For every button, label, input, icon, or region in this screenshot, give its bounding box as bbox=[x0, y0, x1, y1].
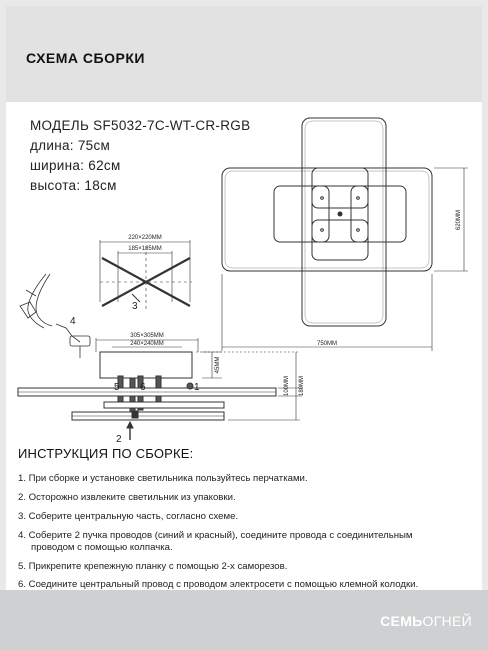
top-view-right-small bbox=[351, 186, 406, 242]
dim-220: 220×220ММ bbox=[128, 235, 162, 241]
top-view-top-small bbox=[312, 168, 368, 208]
dim-620: 620ММ bbox=[456, 209, 462, 231]
step-4: 4. Соберите 2 пучка проводов (синий и красный), соедините провода с соединительным проводом с помощью колпачка. bbox=[18, 530, 418, 554]
dim-100: 100ММ bbox=[284, 375, 290, 397]
page bbox=[6, 6, 482, 636]
dim-45: 45ММ bbox=[215, 356, 221, 374]
step-4-continuation: проводом с помощью колпачка. bbox=[31, 541, 173, 553]
top-view-bottom-small bbox=[312, 220, 368, 260]
dim-305: 305×305ММ bbox=[130, 333, 164, 339]
spec-length: длина: 75см bbox=[30, 138, 111, 153]
instructions-list bbox=[18, 473, 418, 598]
brand-logo bbox=[380, 613, 472, 629]
top-view-tall-frame bbox=[302, 118, 386, 326]
callout-5: 5 bbox=[114, 382, 120, 393]
step-6: 6. Соедините центральный провод с проводом электросети с помощью клемной колодки. bbox=[18, 579, 419, 591]
wire-detail bbox=[20, 274, 90, 358]
callout-2: 2 bbox=[116, 434, 122, 445]
brand-light: ОГНЕЙ bbox=[422, 613, 472, 629]
callout-6: 6 bbox=[140, 382, 146, 393]
top-view bbox=[222, 118, 468, 351]
step-1: 1. При сборке и установке светильника пользуйтесь перчатками. bbox=[18, 473, 308, 484]
step-2: 2. Осторожно извлеките светильник из упаковки. bbox=[18, 491, 236, 503]
dim-180: 180ММ bbox=[299, 375, 305, 397]
step-3: 3. Соберите центральную часть, согласно схеме. bbox=[18, 510, 239, 522]
dim-185: 185×185ММ bbox=[128, 246, 162, 252]
callout-3: 3 bbox=[132, 301, 138, 312]
dim-750: 750ММ bbox=[316, 341, 338, 347]
page-title: СХЕМА СБОРКИ bbox=[26, 50, 145, 66]
brand-bold: СЕМЬ bbox=[380, 613, 423, 629]
canopy bbox=[100, 352, 192, 378]
spec-model: МОДЕЛЬ SF5032-7C-WT-CR-RGB bbox=[30, 118, 251, 133]
spec-height: высота: 18см bbox=[30, 178, 117, 193]
step-5: 5. Прикрепите крепежную планку с помощью 2-х саморезов. bbox=[18, 560, 288, 572]
spec-width: ширина: 62см bbox=[30, 158, 121, 173]
callout-4: 4 bbox=[70, 316, 76, 327]
dim-240: 240×240ММ bbox=[130, 341, 164, 347]
callout-1: 1 bbox=[194, 382, 200, 393]
assembly-diagram bbox=[6, 6, 482, 446]
instructions-title: ИНСТРУКЦИЯ ПО СБОРКЕ: bbox=[18, 446, 194, 461]
frame-bar-middle bbox=[104, 402, 224, 408]
side-view bbox=[18, 338, 302, 440]
